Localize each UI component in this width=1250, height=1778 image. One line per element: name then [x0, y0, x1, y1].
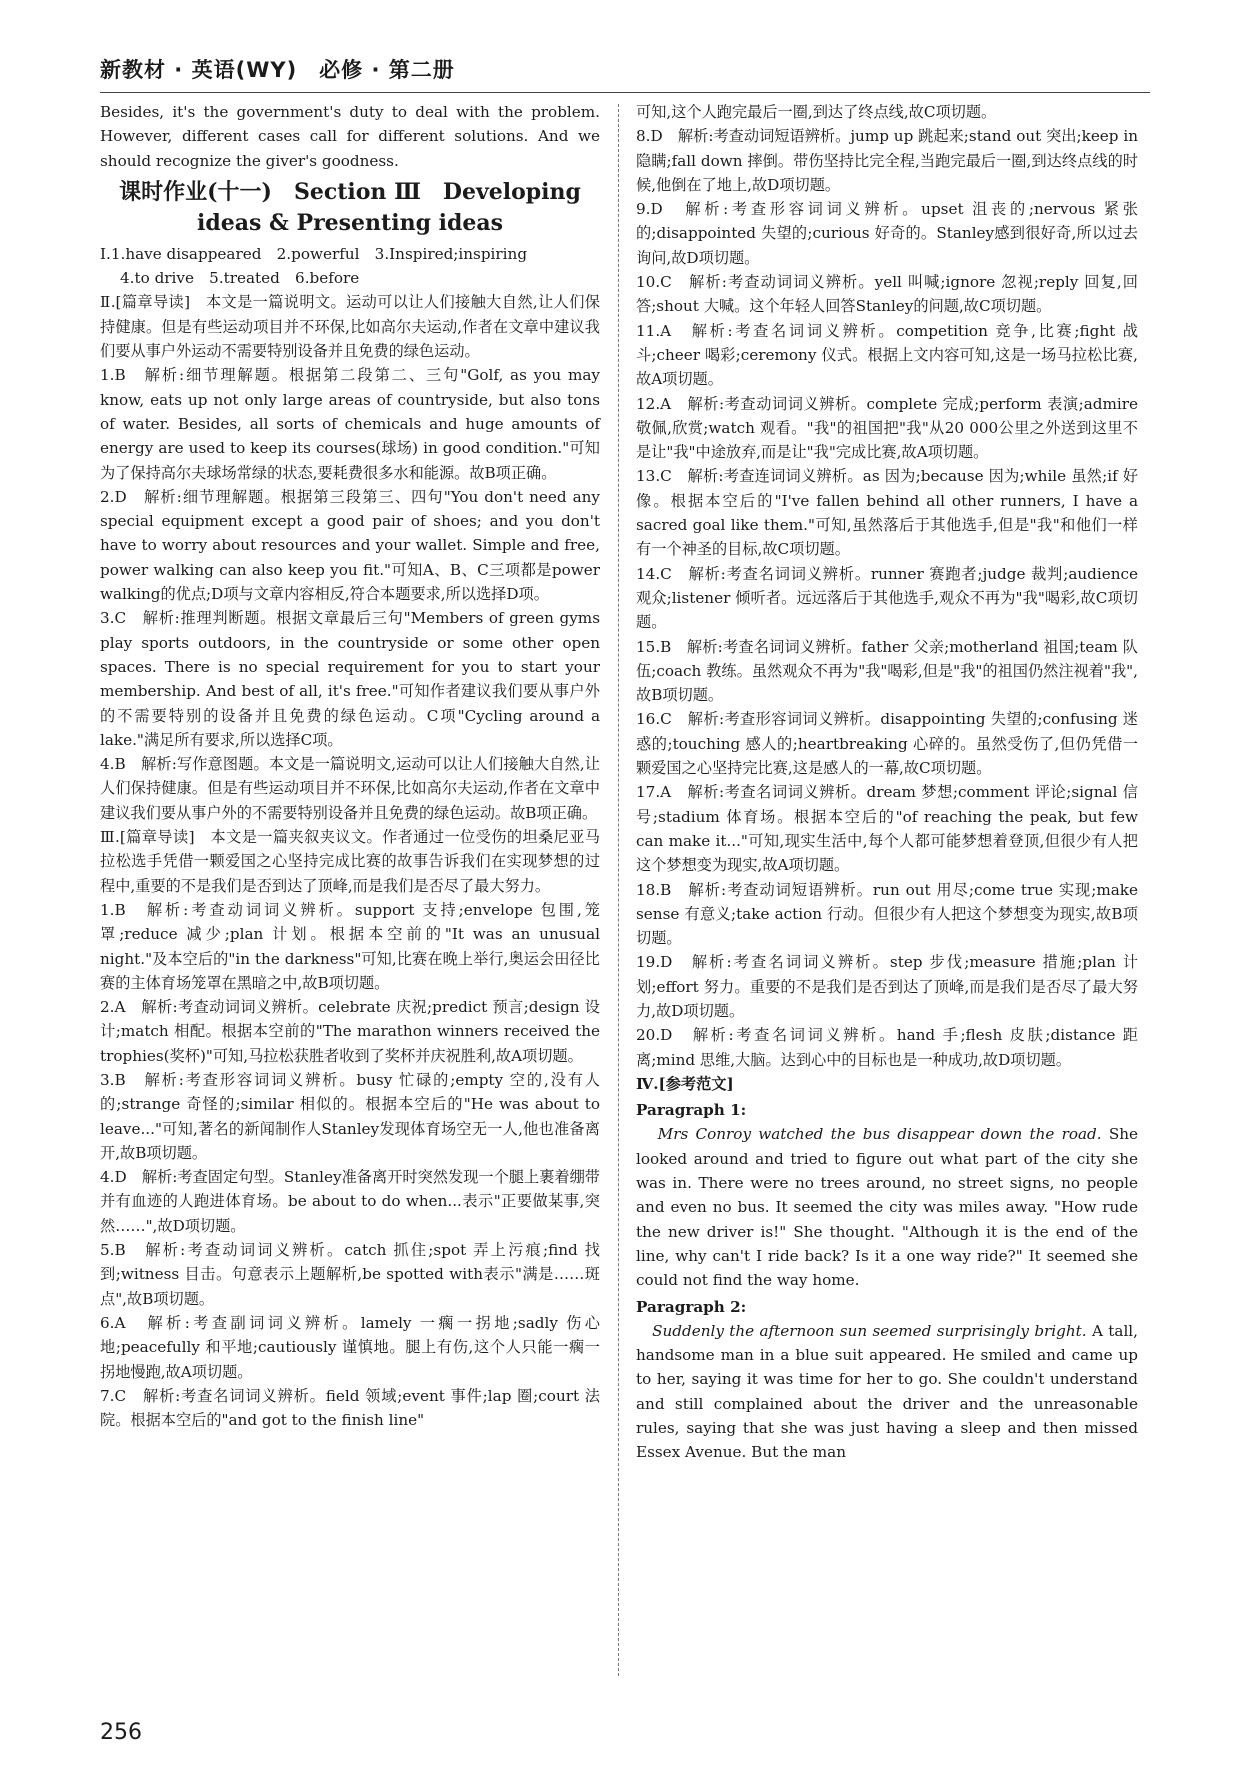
answer-item: 19.D 解析:考查名词词义辨析。step 步伐;measure 措施;plan 计划;effort 努力。重要的不是我们是否到达了顶峰,而是我们是否尽了最大努力,故D项切题。	[636, 953, 1138, 1020]
section-title	[100, 177, 600, 239]
answer-item: 9.D 解析:考查形容词词义辨析。upset 沮丧的;nervous 紧张的;disappointed 失望的;curious 好奇的。Stanley感到很好奇,所以过去询问,故D项切题。	[636, 200, 1138, 267]
header-divider	[100, 92, 1150, 93]
answer-item: 5.B 解析:考查动词词义辨析。catch 抓住;spot 弄上污痕;find 找到;witness 目击。句意表示上题解析,be spotted with表示"满是……斑点",故B项切题。	[100, 1241, 600, 1308]
answer-item: 8.D 解析:考查动词短语辨析。jump up 跳起来;stand out 突出;keep in 隐瞒;fall down 摔倒。带伤坚持比完全程,当跑完最后一圈,到达终点线的时候,他倒在了地上,故D项切题。	[636, 127, 1138, 194]
paragraph-2-body: A tall, handsome man in a blue suit appeared. He smiled and came up to her, saying it was time for her to go. She couldn't understand and still complained about the driver and the unreasonable rules, saying that she was just having a sleep and then missed Essex Avenue. But the man	[636, 1321, 1138, 1462]
answer-item: 13.C 解析:考查连词词义辨析。as 因为;because 因为;while 虽然;if 好像。根据本空后的"I've fallen behind all other runners, I have a sacred goal like them."可知,虽然落后于其他选手,但是"我"和他们一样有一个神圣的目标,故C项切题。	[636, 467, 1138, 559]
part1-answers-line-2: 4.to drive 5.treated 6.before	[120, 269, 360, 288]
answer-item: 1.B 解析:考查动词词义辨析。support 支持;envelope 包围,笼罩;reduce 减少;plan 计划。根据本空前的"It was an unusual night."及本空后的"in the darkness"可知,比赛在晚上举行,奥运会田径比赛的主体育场笼罩在黑暗之中,故B项切题。	[100, 900, 600, 992]
page-header: 新教材 · 英语(WY) 必修 · 第二册	[100, 58, 455, 82]
answer-item: 6.A 解析:考查副词词义辨析。lamely 一瘸一拐地;sadly 伤心地;peacefully 和平地;cautiously 谨慎地。腿上有伤,这个人只能一瘸一拐地慢跑,故A项切题。	[100, 1313, 600, 1381]
part1-answers-line-1: Ⅰ.1.have disappeared 2.powerful 3.Inspired;inspiring	[100, 244, 528, 263]
part4-label: Ⅳ.[参考范文]	[636, 1074, 734, 1093]
page-number: 256	[100, 1720, 142, 1745]
paragraph-2-label: Paragraph 2:	[636, 1297, 747, 1316]
intro-text: Besides, it's the government's duty to deal with the problem. However, different cases call for different solutions. And we should recognize the giver's goodness.	[100, 103, 600, 170]
answer-item: 1.B 解析:细节理解题。根据第二段第二、三句"Golf, as you may know, eats up not only large areas of countryside, but also tons of water. Besides, all sorts of chemicals and huge amounts of energy are used to keep its courses(球场) in good condition."可知为了保持高尔夫球场常绿的状态,要耗费很多水和能源。故B项正确。	[100, 366, 600, 482]
section-title-line-1: 课时作业(十一) Section Ⅲ Developing	[119, 178, 581, 205]
left-column	[100, 100, 600, 1432]
answer-item: 17.A 解析:考查名词词义辨析。dream 梦想;comment 评论;signal 信号;stadium 体育场。根据本空后的"of reaching the peak, but few can make it..."可知,现实生活中,每个人都可能梦想着登顶,但很少有人把这个梦想变为现实,故A项切题。	[636, 783, 1138, 875]
answer-item: 2.A 解析:考查动词词义辨析。celebrate 庆祝;predict 预言;design 设计;match 相配。根据本空前的"The marathon winners received the trophies(奖杯)"可知,马拉松获胜者收到了奖杯并庆祝胜利,故A项切题。	[100, 998, 600, 1065]
part3-guide: Ⅲ.[篇章导读] 本文是一篇夹叙夹议文。作者通过一位受伤的坦桑尼亚马拉松选手凭借一颗爱国之心坚持完成比赛的故事告诉我们在实现梦想的过程中,重要的不是我们是否到达了顶峰,而是我们是否尽了最大努力。	[100, 828, 600, 895]
part2-guide: Ⅱ.[篇章导读] 本文是一篇说明文。运动可以让人们接触大自然,让人们保持健康。但是有些运动项目并不环保,比如高尔夫运动,作者在文章中建议我们要从事户外运动不需要特别设备并且免费的绿色运动。	[100, 293, 600, 361]
paragraph-1-text	[636, 1122, 1138, 1292]
right-column	[636, 100, 1138, 1465]
paragraph-2-text	[636, 1319, 1138, 1465]
answer-item: 12.A 解析:考查动词词义辨析。complete 完成;perform 表演;admire 敬佩,欣赏;watch 观看。"我"的祖国把"我"从20 000公里之外送到这里不是让"我"中途放弃,而是让"我"完成比赛,故A项切题。	[636, 394, 1138, 462]
answer-item: 4.B 解析:写作意图题。本文是一篇说明文,运动可以让人们接触大自然,让人们保持健康。但是有些运动项目并不环保,比如高尔夫运动,作者在文章中建议我们要从事户外的不需要特别设备并且免费的绿色运动。故B项正确。	[100, 755, 600, 822]
answer-item-continued: 可知,这个人跑完最后一圈,到达了终点线,故C项切题。	[636, 103, 997, 121]
answer-item: 20.D 解析:考查名词词义辨析。hand 手;flesh 皮肤;distance 距离;mind 思维,大脑。达到心中的目标也是一种成功,故D项切题。	[636, 1026, 1138, 1069]
answer-item: 11.A 解析:考查名词词义辨析。competition 竞争,比赛;fight 战斗;cheer 喝彩;ceremony 仪式。根据上文内容可知,这是一场马拉松比赛,故A项切题。	[636, 321, 1138, 389]
paragraph-1-label: Paragraph 1:	[636, 1101, 747, 1120]
answer-item: 2.D 解析:细节理解题。根据第三段第三、四句"You don't need any special equipment except a good pair of shoes; and you don't have to worry about resources and your wallet. Simple and free, power walking can also keep you fit."可知A、B、C三项都是power walking的优点;D项与文章内容相反,符合本题要求,所以选择D项。	[100, 487, 600, 604]
answer-item: 16.C 解析:考查形容词词义辨析。disappointing 失望的;confusing 迷惑的;touching 感人的;heartbreaking 心碎的。虽然受伤了,但仍凭借一颗爱国之心坚持完比赛,这是感人的一幕,故C项切题。	[636, 710, 1138, 778]
answer-item: 10.C 解析:考查动词词义辨析。yell 叫喊;ignore 忽视;reply 回复,回答;shout 大喊。这个年轻人回答Stanley的问题,故C项切题。	[636, 273, 1138, 316]
section-title-line-2: ideas & Presenting ideas	[196, 209, 503, 236]
answer-item: 3.C 解析:推理判断题。根据文章最后三句"Members of green gyms play sports outdoors, in the countryside or some other open spaces. There is no special requirement for you to start your membership. And best of all, it's free."可知作者建议我们要从事户外的不需要特别的设备并且免费的绿色运动。C项"Cycling around a lake."满足所有要求,所以选择C项。	[100, 609, 600, 749]
answer-item: 15.B 解析:考查名词词义辨析。father 父亲;motherland 祖国;team 队伍;coach 教练。虽然观众不再为"我"喝彩,但是"我"的祖国仍然注视着"我",故B项切题。	[636, 637, 1138, 705]
answer-item: 7.C 解析:考查名词词义辨析。field 领域;event 事件;lap 圈;court 法院。根据本空后的"and got to the finish line"	[100, 1386, 600, 1430]
answer-item: 4.D 解析:考查固定句型。Stanley准备离开时突然发现一个腿上裹着绷带并有血迹的人跑进体育场。be about to do when...表示"正要做某事,突然……",故D项切题。	[100, 1168, 600, 1235]
paragraph-1-opening: Mrs Conroy watched the bus disappear down the road.	[657, 1125, 1102, 1144]
answer-item: 18.B 解析:考查动词短语辨析。run out 用尽;come true 实现;make sense 有意义;take action 行动。但很少有人把这个梦想变为现实,故B项切题。	[636, 880, 1138, 948]
column-divider	[618, 104, 619, 1676]
answer-item: 14.C 解析:考查名词词义辨析。runner 赛跑者;judge 裁判;audience 观众;listener 倾听者。远远落后于其他选手,观众不再为"我"喝彩,故C项切题。	[636, 564, 1138, 632]
paragraph-2-opening: Suddenly the afternoon sun seemed surprisingly bright.	[652, 1321, 1087, 1340]
answer-item: 3.B 解析:考查形容词词义辨析。busy 忙碌的;empty 空的,没有人的;strange 奇怪的;similar 相似的。根据本空后的"He was about to leave..."可知,著名的新闻制作人Stanley发现体育场空无一人,他也准备离开,故B项切题。	[100, 1070, 600, 1162]
paragraph-1-body: She looked around and tried to figure out what part of the city she was in. There were no trees around, no street signs, no people and even no bus. It seemed the city was miles away. "How rude the new driver is!" She thought. "Although it is the end of the line, why can't I ride back? Is it a one way ride?" It seemed she could not find the way home.	[636, 1125, 1138, 1290]
